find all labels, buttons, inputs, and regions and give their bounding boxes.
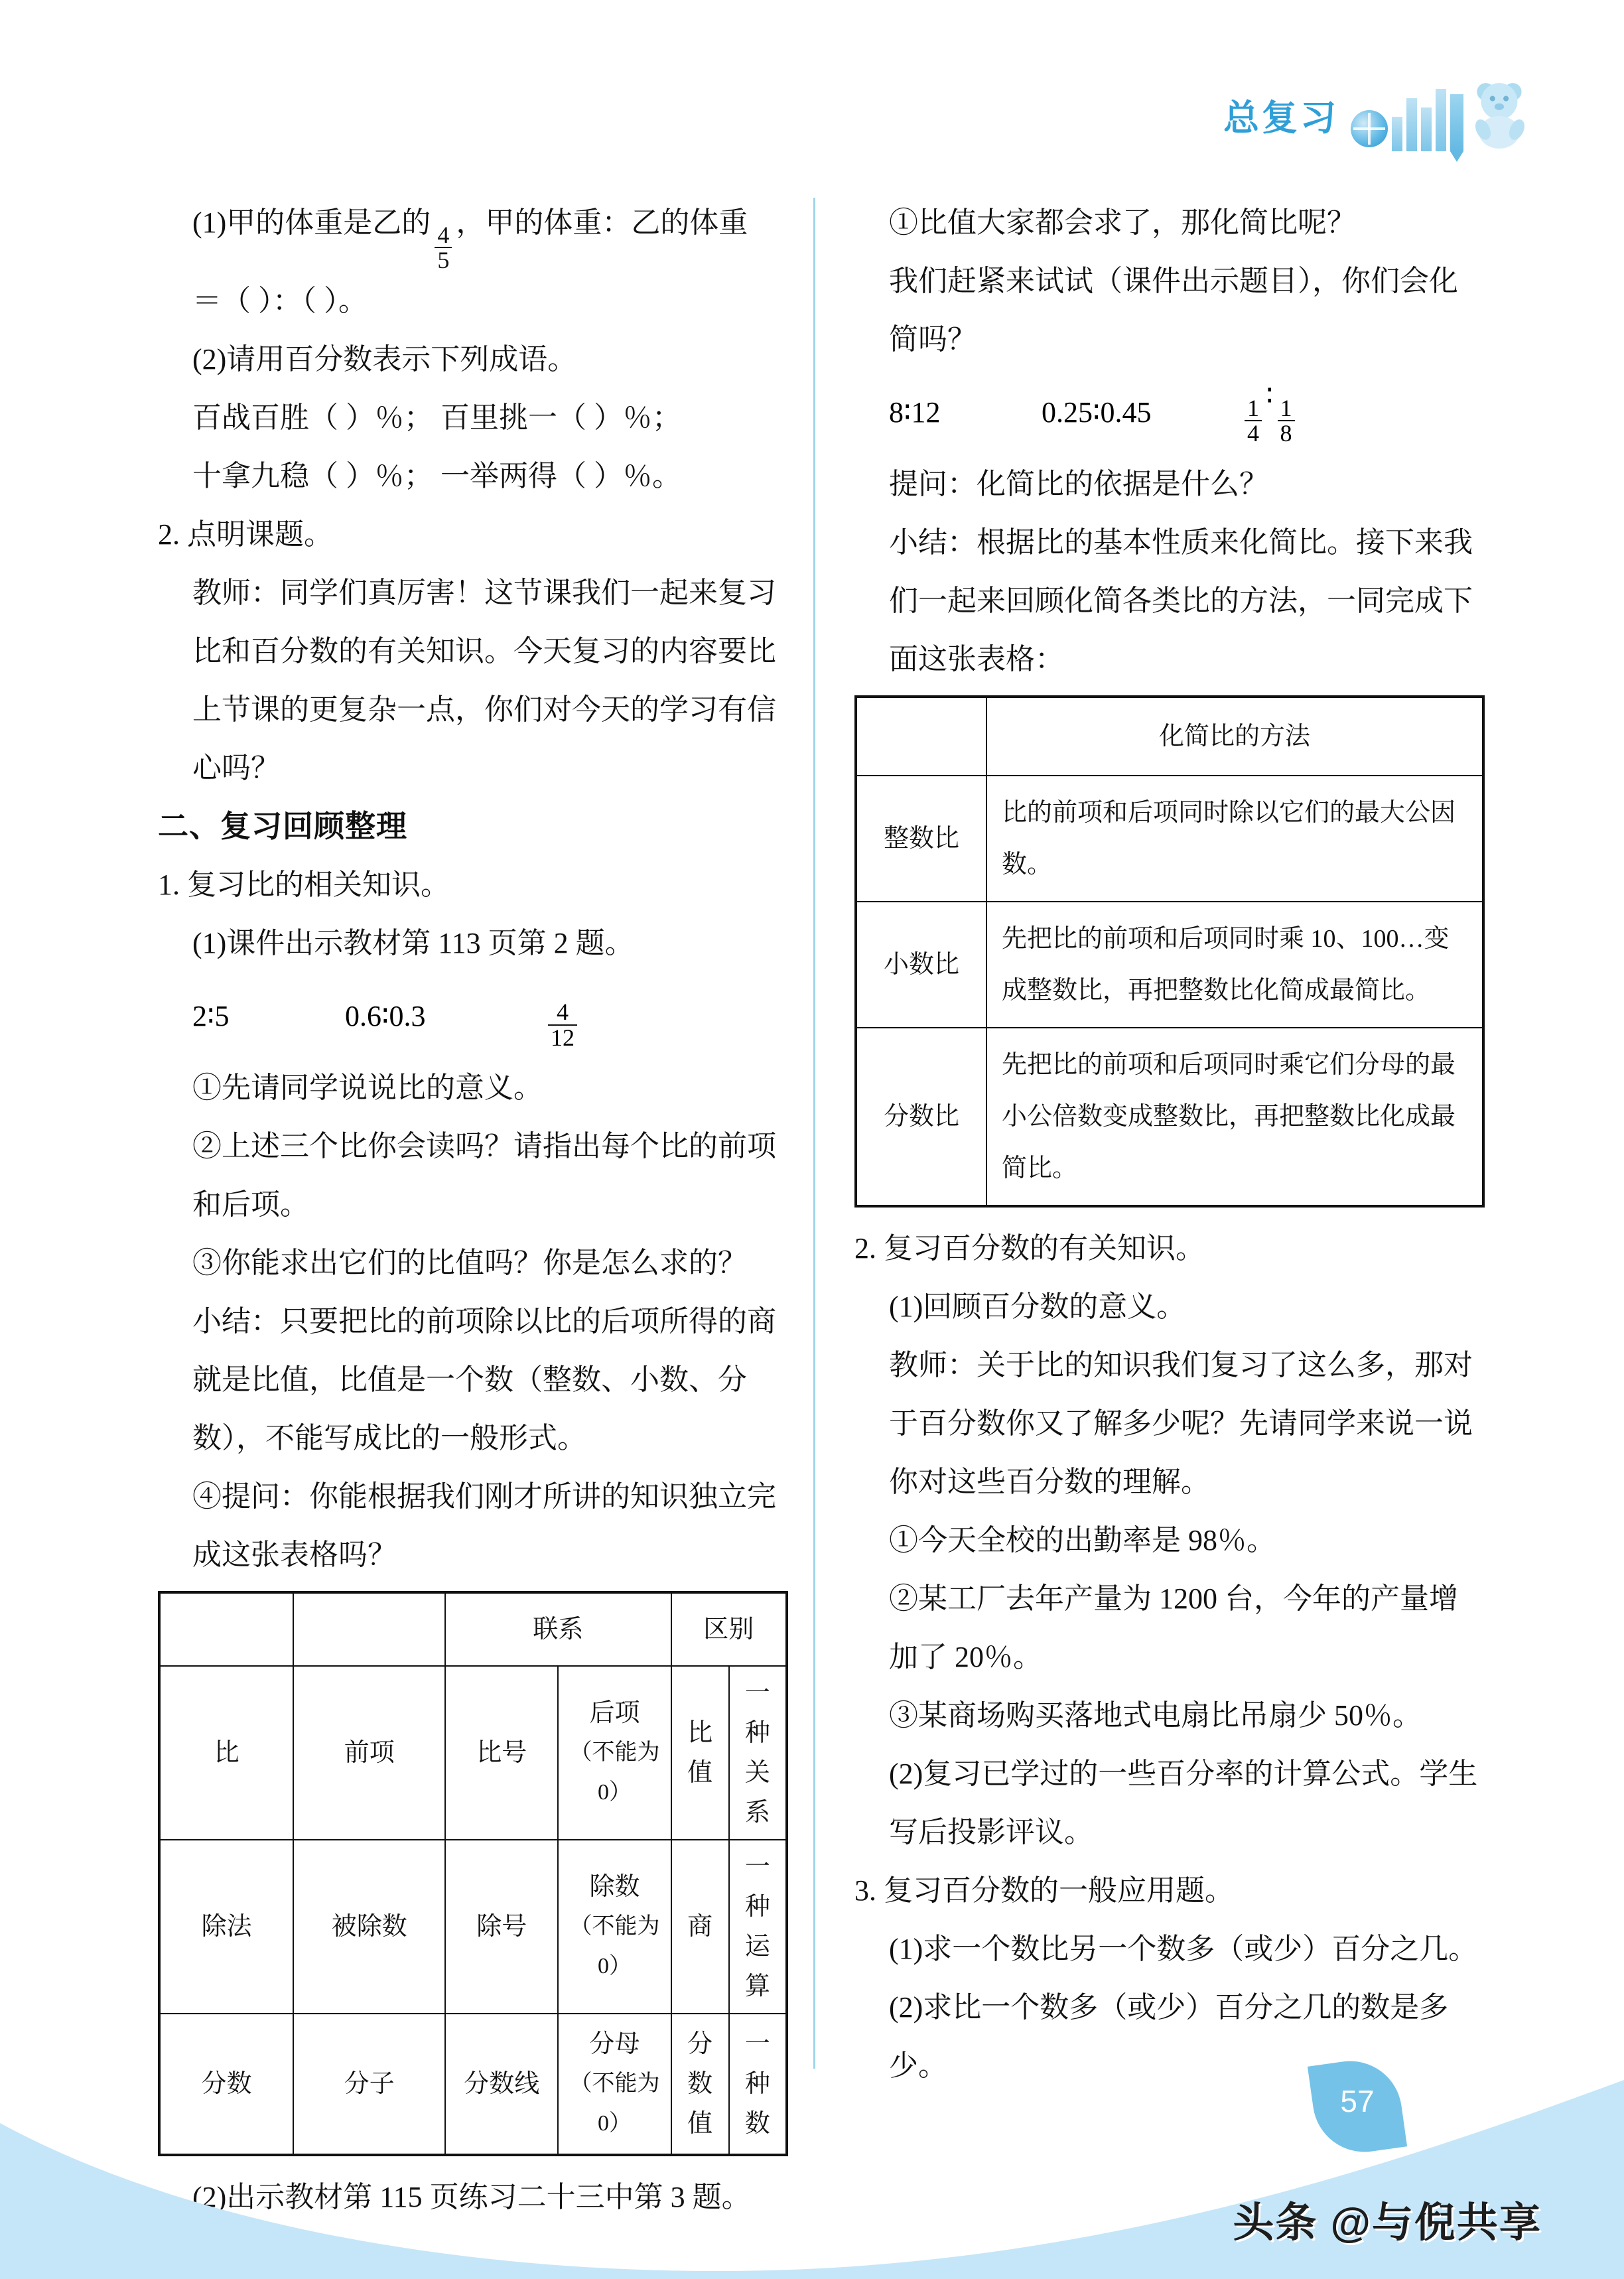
page-number: 57 [1340,2084,1375,2118]
review-item-3-sub-2: (2)求比一个数多（或少）百分之几的数是多少。 [889,1991,1449,2082]
right-summary-note: 小结：根据比的基本性质来化简比。接下来我们一起来回顾化简各类比的方法，一同完成下面这张表格： [889,526,1473,675]
table-row [856,1028,1483,1206]
review-item-3: 3. 复习百分数的一般应用题。 [854,1874,1234,1907]
right-question-basis: 提问：化简比的依据是什么？ [889,468,1268,500]
circled-item-3: ③你能求出它们的比值吗？你是怎么求的？ [192,1247,747,1280]
cell-decimal-ratio-method: 先把比的前项和后项同时乘 10、100…变成整数比，再把整数比化简成最简比。 [986,902,1483,1028]
review-item-2: 2. 复习百分数的有关知识。 [854,1232,1205,1265]
empty-cell [856,697,986,776]
table-row [159,1592,787,1666]
cell-chuhao: 除号 [445,1840,558,2014]
percent-example-3: ③某商场购买落地式电扇比吊扇少 50％。 [889,1699,1422,1732]
exercise-1b: ＝（ ）：（ ）。 [192,285,368,318]
cell-fenshuzhi: 分数值 [671,2014,729,2155]
idiom-line-2: 十拿九稳（ ）％； 一举两得（ ）％。 [192,460,681,493]
summary-note-1: 小结：只要把比的前项除以比的后项所得的商就是比值，比值是一个数（整数、小数、分数），不能写成比的一般形式。 [192,1305,776,1455]
table-row [856,776,1483,902]
watermark-text: 头条 @与倪共享 [1233,2200,1542,2246]
right-column [854,194,1485,2095]
review-item-2-sub-1: (1)回顾百分数的意义。 [889,1290,1186,1323]
soccer-ball-icon [1351,110,1388,147]
book-bar-icon [1436,89,1446,151]
ratio-025-045: 0.25∶0.45 [1042,395,1152,429]
page-number-leaf [1314,2060,1401,2153]
cell-integer-ratio: 整数比 [856,776,986,902]
circled-item-4: ④提问：你能根据我们刚才所讲的知识独立完成这张表格吗？ [192,1480,776,1572]
table-row [856,697,1483,776]
cell-qianxiang: 前项 [293,1666,445,1840]
review-item-2-sub-2: (2)复习已学过的一些百分率的计算公式。学生写后投影评议。 [889,1758,1478,1848]
right-circled-item-1: ①比值大家都会求了，那化简比呢？ [889,206,1356,239]
bear-mascot-icon [1467,77,1536,151]
pencil-icon [1450,94,1463,151]
table-header-lianxi: 联系 [445,1592,671,1666]
review-item-1: 1. 复习比的相关知识。 [158,868,450,902]
right-try-prompt: 我们赶紧来试试（课件出示题目），你们会化简吗？ [889,265,1458,356]
cell-fraction-ratio: 分数比 [856,1028,986,1206]
math-expressions-row-1 [158,973,788,1059]
ratio-06-03: 0.6∶0.3 [345,999,426,1032]
empty-cell [293,1592,445,1666]
cell-shang: 商 [671,1840,729,2014]
ratio-8-12: 8∶12 [889,395,941,429]
cell-operation: 一种 运算 [729,1840,787,2014]
ratio-2-5: 2∶5 [192,999,230,1032]
table-row [159,1666,787,1840]
percent-example-2: ②某工厂去年产量为 1200 台，今年的产量增加了 20％。 [889,1582,1458,1673]
cell-fenmu: 分母 （不能为 0） [558,2014,671,2155]
math-expressions-row-2 [854,369,1485,455]
review-item-1-sub-1: (1)课件出示教材第 113 页第 2 题。 [192,927,634,960]
header-decoration-graphic [1351,78,1536,151]
cell-bizhi: 比值 [671,1666,729,1840]
table-row [159,1840,787,2014]
cell-fenshuxian: 分数线 [445,2014,558,2155]
ratio-quarter-eighth: $\frac{1}{4}$ ∶ $\frac{1}{8}$ [1241,379,1299,445]
book-bar-icon [1392,117,1402,151]
fraction-4-12: $\frac{4}{12}$ [544,983,581,1049]
circled-item-2: ②上述三个比你会读吗？请指出每个比的前项和后项。 [192,1130,776,1221]
exercise-1a-text: (1)甲的体重是乙的 [192,206,431,239]
table-header-qubie: 区别 [671,1592,787,1666]
exercise-1a [158,194,788,272]
fraction-4-5: $\frac{4}{5}$ [435,223,452,272]
cell-beichushu: 被除数 [293,1840,445,2014]
cell-decimal-ratio: 小数比 [856,902,986,1028]
cell-integer-ratio-method: 比的前项和后项同时除以它们的最大公因数。 [986,776,1483,902]
percent-example-1: ①今天全校的出勤率是 98％。 [889,1524,1276,1556]
teacher-speech-2: 教师：关于比的知识我们复习了这么多，那对于百分数你又了解多少呢？先请同学来说一说你对这些百分数的理解。 [889,1349,1473,1498]
left-column [158,194,788,2227]
after-table-note: (2)出示教材第 115 页练习二十三中第 3 题。 [192,2181,751,2214]
exercise-2-prompt: (2)请用百分数表示下列成语。 [192,343,577,376]
cell-bi: 比 [159,1666,293,1840]
page-header [1223,72,1536,158]
circled-item-1: ①先请同学说说比的意义。 [192,1071,543,1105]
cell-number: 一种 数 [729,2014,787,2155]
empty-cell [159,1592,293,1666]
teacher-speech-1: 教师：同学们真厉害！这节课我们一起来复习比和百分数的有关知识。今天复习的内容要比上节课的更复杂一点，你们对今天的学习有信心吗？ [192,577,776,785]
cell-bihao: 比号 [445,1666,558,1840]
table-row [856,902,1483,1028]
exercise-1a-text-after: ，甲的体重：乙的体重 [456,206,748,239]
cell-houxiang: 后项 （不能为 0） [558,1666,671,1840]
book-bar-icon [1406,98,1417,151]
cell-chushu: 除数 （不能为 0） [558,1840,671,2014]
column-divider [813,198,815,2069]
cell-chufa: 除法 [159,1840,293,2014]
section-heading-two: 二、复习回顾整理 [158,809,407,844]
review-item-3-sub-1: (1)求一个数比另一个数多（或少）百分之几。 [889,1933,1478,1965]
cell-fraction-ratio-method: 先把比的前项和后项同时乘它们分母的最小公倍数变成整数比，再把整数比化成最简比。 [986,1028,1483,1206]
table-header-method: 化简比的方法 [986,697,1483,776]
cell-fenshu: 分数 [159,2014,293,2155]
book-bar-icon [1421,107,1432,151]
idiom-line-1: 百战百胜（ ）％； 百里挑一（ ）％； [192,401,681,435]
cell-relation: 一种 关系 [729,1666,787,1840]
section-item-2: 2. 点明课题。 [158,518,333,551]
cell-fenzi: 分子 [293,2014,445,2155]
simplify-methods-table [854,695,1485,1208]
page-title: 总复习 [1223,98,1339,138]
